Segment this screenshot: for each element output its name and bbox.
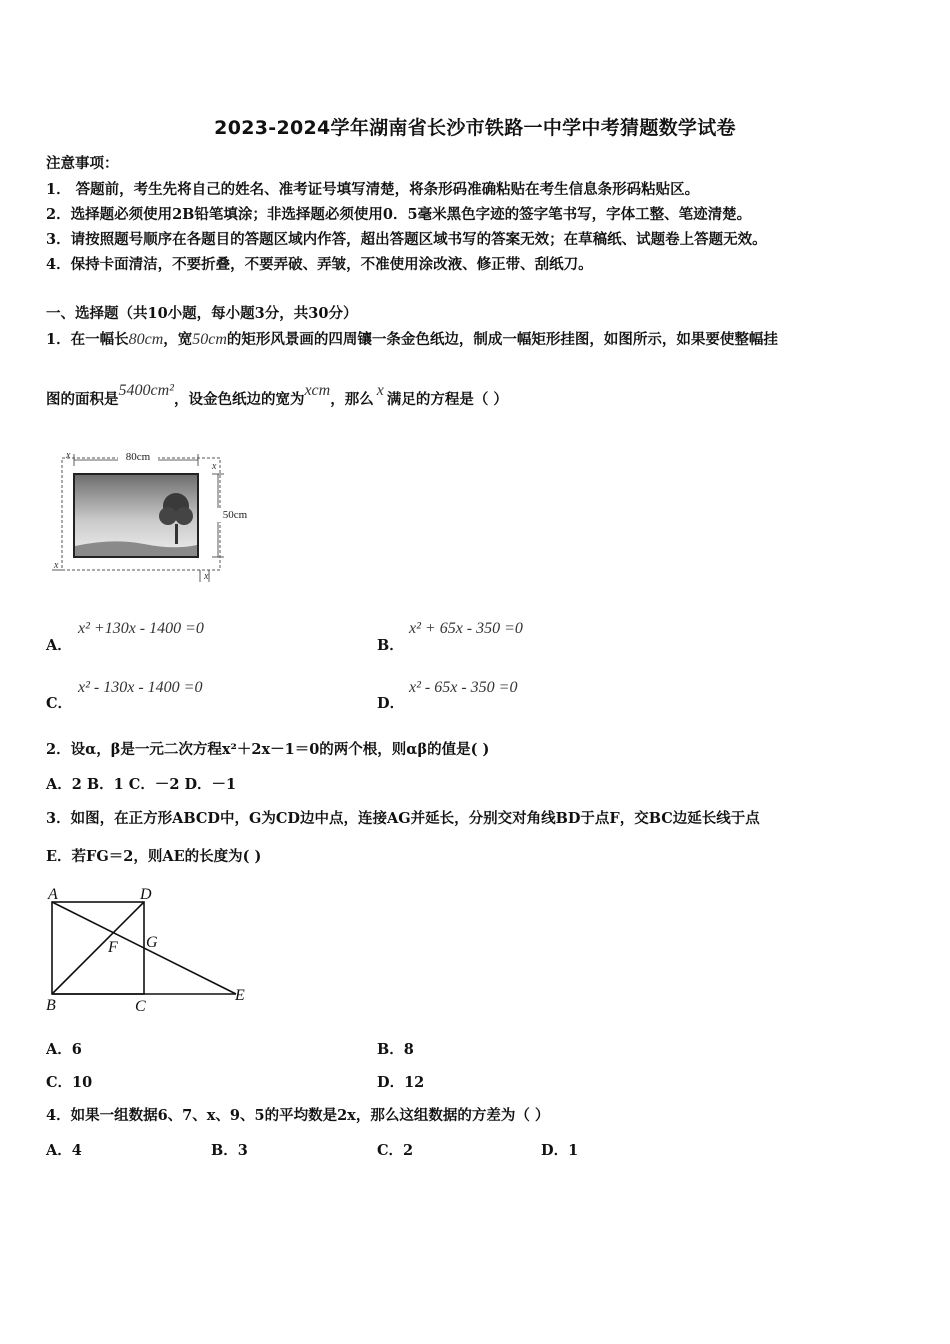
notice-item-1: 1． 答题前，考生先将自己的姓名、准考证号填写清楚，将条形码准确粘贴在考生信息条形码粘贴区。	[46, 181, 700, 198]
q1-text-b: ，宽	[163, 331, 193, 348]
q1-line2	[46, 382, 508, 409]
q1-option-c-letter: C．	[46, 695, 73, 712]
page-title: 2023-2024学年湖南省长沙市铁路一中学中考猜题数学试卷	[214, 117, 736, 139]
q1-text-c: 的矩形风景画的四周镶一条金色纸边，制成一幅矩形挂图，如图所示，如果要使整幅挂	[226, 331, 778, 348]
q4-option-b	[211, 1139, 248, 1160]
q3-label-d: D	[140, 886, 152, 903]
q1-fig-x-bottom-right: x	[204, 571, 209, 582]
q3-option-d-value: 12	[404, 1074, 425, 1091]
q1-fig-width-label: 80cm	[125, 451, 151, 463]
q1-option-b-letter: B．	[377, 637, 404, 654]
q3-option-c-value: 10	[72, 1074, 93, 1091]
q1-option-d-letter: D．	[377, 695, 405, 712]
q1-option-d-expr: x² - 65x - 350 =0	[409, 679, 518, 696]
q3-option-c	[46, 1071, 92, 1092]
q3-line2: E．若FG＝2，则AE的长度为( )	[46, 848, 262, 865]
q4-text: 4．如果一组数据6、7、x、9、5的平均数是2x，那么这组数据的方差为（ ）	[46, 1107, 550, 1124]
q3-label-g: G	[146, 934, 158, 951]
q1-option-a-expr: x² +130x - 1400 =0	[78, 620, 204, 637]
q3-option-b-letter: B．	[377, 1041, 404, 1058]
q1-line1	[46, 328, 778, 349]
q1-option-b-expr: x² + 65x - 350 =0	[409, 620, 523, 637]
q1-text-a: 1．在一幅长	[46, 331, 129, 348]
q3-label-a: A	[48, 886, 58, 903]
q1-figure	[44, 446, 259, 584]
notice-item-3: 3．请按照题号顺序在各题目的答题区域内作答，超出答题区域书写的答案无效；在草稿纸、试题卷上答题无效。	[46, 231, 767, 248]
q1-fig-x-top-left: x	[66, 450, 71, 461]
q1-text-e: ，设金色纸边的宽为	[173, 391, 305, 408]
q4-option-c-letter: C．	[377, 1142, 404, 1159]
notice-heading: 注意事项：	[46, 155, 119, 172]
notice-item-4: 4．保持卡面清洁，不要折叠，不要弄破、弄皱，不准使用涂改液、修正带、刮纸刀。	[46, 256, 593, 273]
q4-option-c	[377, 1139, 413, 1160]
q1-fig-x-bottom-left: x	[54, 560, 59, 571]
section-heading: 一、选择题（共10小题，每小题3分，共30分）	[46, 305, 358, 322]
q4-option-a-value: 4	[71, 1142, 82, 1159]
q1-text-d: 图的面积是	[46, 391, 119, 408]
q3-line1: 3．如图，在正方形ABCD中，G为CD边中点，连接AG并延长，分别交对角线BD于点F，交BC边延长线于点	[46, 810, 760, 827]
q1-var-x: x	[376, 382, 384, 399]
q1-width: 50cm	[192, 331, 227, 348]
q1-fig-x-top-right: x	[212, 461, 217, 472]
q1-text-f: ，那么	[330, 391, 374, 408]
q3-label-f: F	[108, 939, 118, 956]
q1-var-width: xcm	[304, 382, 331, 399]
q4-option-d-value: 1	[568, 1142, 579, 1159]
q4-option-d-letter: D．	[541, 1142, 569, 1159]
q4-option-d	[541, 1139, 578, 1160]
q4-option-c-value: 2	[403, 1142, 414, 1159]
q3-figure	[40, 882, 255, 1017]
q4-option-b-letter: B．	[211, 1142, 238, 1159]
q3-option-b	[377, 1038, 414, 1059]
notice-item-2: 2．选择题必须使用2B铅笔填涂；非选择题必须使用0．5毫米黑色字迹的签字笔书写，字体工整、笔迹清楚。	[46, 206, 752, 223]
q3-option-a-value: 6	[71, 1041, 82, 1058]
q1-length: 80cm	[128, 331, 164, 348]
q1-area: 5400cm²	[118, 382, 174, 399]
q3-label-c: C	[135, 998, 146, 1015]
q3-option-b-value: 8	[403, 1041, 414, 1058]
q2-text: 2．设α，β是一元二次方程x²＋2x－1＝0的两个根，则αβ的值是( )	[46, 741, 490, 758]
q1-fig-height-label: 50cm	[222, 509, 248, 521]
q4-option-a-letter: A．	[46, 1142, 72, 1159]
q3-label-b: B	[46, 997, 56, 1014]
q1-option-c-expr: x² - 130x - 1400 =0	[78, 679, 203, 696]
diagonal-bd	[52, 902, 144, 994]
q1-option-a-letter: A．	[46, 637, 72, 654]
q3-option-c-letter: C．	[46, 1074, 73, 1091]
q4-option-b-value: 3	[237, 1142, 248, 1159]
q3-label-e: E	[235, 987, 245, 1004]
q1-text-g: 满足的方程是（ ）	[386, 391, 508, 408]
q4-option-a	[46, 1139, 82, 1160]
q3-option-a-letter: A．	[46, 1041, 72, 1058]
q3-option-d-letter: D．	[377, 1074, 405, 1091]
q3-option-a	[46, 1038, 82, 1059]
q2-options: A．2 B．1 C．－2 D．－1	[46, 776, 237, 793]
q3-option-d	[377, 1071, 424, 1092]
